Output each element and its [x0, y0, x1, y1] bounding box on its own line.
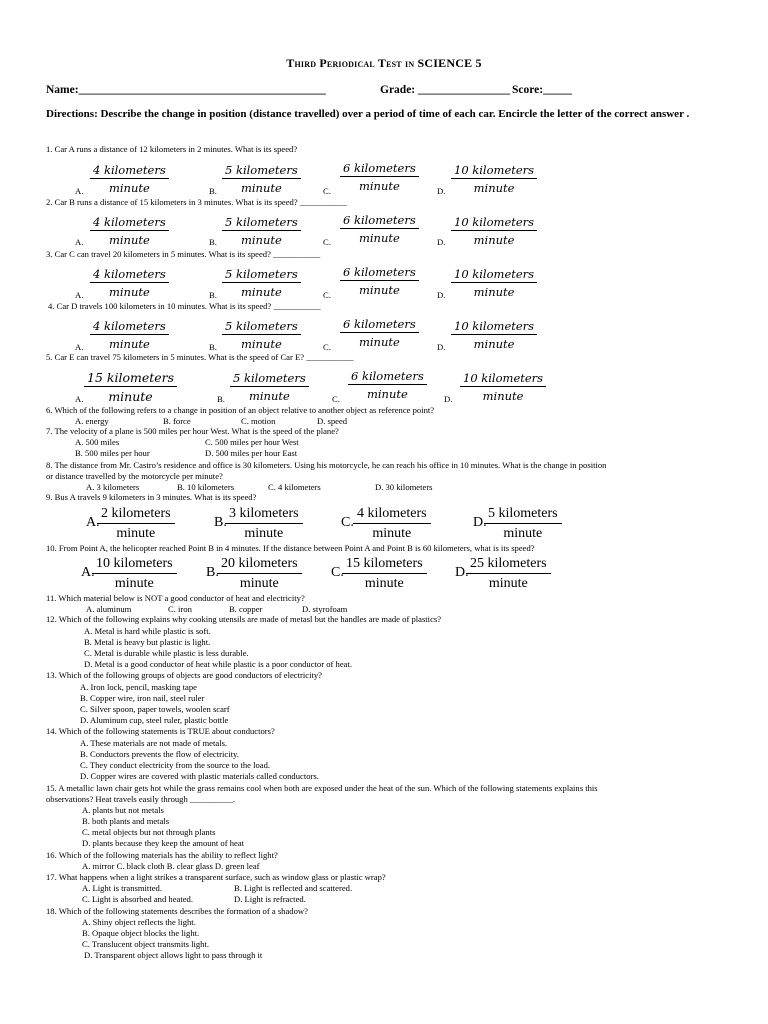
- q4-option-b[interactable]: B.: [209, 342, 217, 352]
- q5-option-c[interactable]: C.: [332, 394, 340, 404]
- question-10: 10. From Point A, the helicopter reached Point B in 4 minutes. If the distance between Point A and Point B is 60 kilometers, what is its speed?: [46, 543, 535, 553]
- q18-option-b[interactable]: B. Opaque object blocks the light.: [82, 928, 200, 938]
- q1-option-c-fraction: 6 kilometers minute: [340, 161, 419, 193]
- q1-option-b-fraction: 5 kilometers minute: [222, 163, 301, 195]
- q10-option-d-fraction: 25 kilometers minute: [466, 556, 551, 592]
- q3-option-b-fraction: 5 kilometers minute: [222, 267, 301, 299]
- q6-option-b[interactable]: B. force: [163, 416, 191, 426]
- q1-option-c[interactable]: C.: [323, 186, 331, 196]
- q2-option-a[interactable]: A.: [75, 237, 84, 247]
- q10-option-b-fraction: 20 kilometers minute: [217, 556, 302, 592]
- question-6: 6. Which of the following refers to a change in position of an object relative to another object as reference point?: [46, 405, 435, 415]
- q1-option-d[interactable]: D.: [437, 186, 446, 196]
- q17-option-c[interactable]: C. Light is absorbed and heated.: [82, 894, 193, 904]
- q7-option-d[interactable]: D. 500 miles per hour East: [205, 448, 298, 458]
- question-11: 11. Which material below is NOT a good conductor of heat and electricity?: [46, 593, 305, 603]
- q10-option-a[interactable]: A.: [81, 565, 95, 580]
- q11-option-d[interactable]: D. styrofoam: [302, 604, 348, 614]
- question-7: 7. The velocity of a plane is 500 miles per hour West. What is the speed of the plane?: [46, 426, 339, 436]
- q13-option-b[interactable]: B. Copper wire, iron nail, steel ruler: [80, 693, 205, 703]
- q3-option-a-fraction: 4 kilometers minute: [90, 267, 169, 299]
- q3-option-c[interactable]: C.: [323, 290, 331, 300]
- q2-option-c-fraction: 6 kilometers minute: [340, 213, 419, 245]
- q4-option-c-fraction: 6 kilometers minute: [340, 317, 419, 349]
- page-title: Third Periodical Test in SCIENCE 5: [286, 56, 482, 70]
- question-15-continued: observations? Heat travels easily through __________.: [46, 794, 236, 804]
- q4-option-b-fraction: 5 kilometers minute: [222, 319, 301, 351]
- q2-option-d[interactable]: D.: [437, 237, 446, 247]
- q7-option-b[interactable]: B. 500 miles per hour: [75, 448, 150, 458]
- question-4: 4. Car D travels 100 kilometers in 10 minutes. What is its speed? ___________: [48, 301, 321, 311]
- q1-option-a-fraction: 4 kilometers minute: [90, 163, 169, 195]
- q9-option-b-fraction: 3 kilometers minute: [225, 506, 303, 542]
- question-15: 15. A metallic lawn chair gets hot while the grass remains cool when both are exposed under the heat of the sun. Which of the following statements explains this: [46, 783, 598, 793]
- question-14: 14. Which of the following statements is TRUE about conductors?: [46, 726, 275, 736]
- question-8: 8. The distance from Mr. Castro’s residence and office is 30 kilometers. Using his motorcycle, he can reach his office in 10 minutes. What is the change in position: [46, 460, 607, 470]
- question-5: 5. Car E can travel 75 kilometers in 5 minutes. What is the speed of Car E? ___________: [46, 352, 354, 362]
- q12-option-b[interactable]: B. Metal is heavy but plastic is light.: [84, 637, 211, 647]
- q5-option-b[interactable]: B.: [217, 394, 225, 404]
- q6-option-c[interactable]: C. motion: [241, 416, 276, 426]
- q14-option-b[interactable]: B. Conductors prevents the flow of electricity.: [80, 749, 239, 759]
- q2-option-d-fraction: 10 kilometers minute: [451, 215, 537, 247]
- q15-option-d[interactable]: D. plants because they keep the amount of heat: [82, 838, 245, 848]
- q15-option-c[interactable]: C. metal objects but not through plants: [82, 827, 216, 837]
- name-field[interactable]: Name:___________________________________________: [46, 84, 326, 96]
- q1-option-a[interactable]: A.: [75, 186, 84, 196]
- q3-option-c-fraction: 6 kilometers minute: [340, 265, 419, 297]
- q10-option-c-fraction: 15 kilometers minute: [342, 556, 427, 592]
- q11-option-a[interactable]: A. aluminum: [86, 604, 132, 614]
- q5-option-a-fraction: 15 kilometers minute: [84, 370, 177, 404]
- q7-option-a[interactable]: A. 500 miles: [75, 437, 120, 447]
- question-16: 16. Which of the following materials has the ability to reflect light?: [46, 850, 278, 860]
- q13-option-d[interactable]: D. Aluminum cup, steel ruler, plastic bottle: [80, 715, 229, 725]
- q8-option-d[interactable]: D. 30 kilometers: [375, 482, 433, 492]
- q4-option-a[interactable]: A.: [75, 342, 84, 352]
- q14-option-c[interactable]: C. They conduct electricity from the source to the load.: [80, 760, 271, 770]
- q17-option-a[interactable]: A. Light is transmitted.: [82, 883, 162, 893]
- q2-option-b[interactable]: B.: [209, 237, 217, 247]
- q9-option-b[interactable]: B.: [214, 515, 227, 530]
- q17-option-d[interactable]: D. Light is refracted.: [234, 894, 306, 904]
- q4-option-d[interactable]: D.: [437, 342, 446, 352]
- question-18: 18. Which of the following statements describes the formation of a shadow?: [46, 906, 308, 916]
- score-field[interactable]: Score:_____: [512, 84, 572, 96]
- q4-option-c[interactable]: C.: [323, 342, 331, 352]
- q8-option-b[interactable]: B. 10 kilometers: [177, 482, 235, 492]
- q14-option-d[interactable]: D. Copper wires are covered with plastic materials called conductors.: [80, 771, 319, 781]
- question-17: 17. What happens when a light strikes a transparent surface, such as window glass or plastic wrap?: [46, 872, 386, 882]
- q8-option-a[interactable]: A. 3 kilometers: [86, 482, 140, 492]
- q10-option-b[interactable]: B.: [206, 565, 219, 580]
- q5-option-b-fraction: 5 kilometers minute: [230, 371, 309, 403]
- q13-option-c[interactable]: C. Silver spoon, paper towels, woolen scarf: [80, 704, 230, 714]
- q5-option-d[interactable]: D.: [444, 394, 453, 404]
- q13-option-a[interactable]: A. Iron lock, pencil, masking tape: [80, 682, 197, 692]
- q18-option-c[interactable]: C. Translucent object transmits light.: [82, 939, 209, 949]
- q9-option-d[interactable]: D.: [473, 515, 487, 530]
- q3-option-d[interactable]: D.: [437, 290, 446, 300]
- q12-option-c[interactable]: C. Metal is durable while plastic is less durable.: [84, 648, 249, 658]
- q10-option-a-fraction: 10 kilometers minute: [92, 556, 177, 592]
- q14-option-a[interactable]: A. These materials are not made of metals.: [80, 738, 228, 748]
- q11-option-b[interactable]: B. copper: [229, 604, 263, 614]
- q17-option-b[interactable]: B. Light is reflected and scattered.: [234, 883, 353, 893]
- q2-option-b-fraction: 5 kilometers minute: [222, 215, 301, 247]
- question-9: 9. Bus A travels 9 kilometers in 3 minutes. What is its speed?: [46, 492, 257, 502]
- q5-option-d-fraction: 10 kilometers minute: [460, 371, 546, 403]
- question-1: 1. Car A runs a distance of 12 kilometers in 2 minutes. What is its speed?: [46, 144, 298, 154]
- question-2: 2. Car B runs a distance of 15 kilometers in 3 minutes. What is its speed? ___________: [46, 197, 348, 207]
- q16-options[interactable]: A. mirror C. black cloth B. clear glass D. green leaf: [82, 861, 260, 871]
- q9-option-a[interactable]: A.: [86, 515, 100, 530]
- q11-option-c[interactable]: C. iron: [168, 604, 192, 614]
- q15-option-a[interactable]: A. plants but not metals: [82, 805, 164, 815]
- q9-option-c[interactable]: C.: [341, 515, 354, 530]
- q12-option-d[interactable]: D. Metal is a good conductor of heat while plastic is a poor conductor of heat.: [84, 659, 353, 669]
- q5-option-c-fraction: 6 kilometers minute: [348, 369, 427, 401]
- q2-option-c[interactable]: C.: [323, 237, 331, 247]
- q6-option-d[interactable]: D. speed: [317, 416, 348, 426]
- q9-option-d-fraction: 5 kilometers minute: [484, 506, 562, 542]
- q9-option-c-fraction: 4 kilometers minute: [353, 506, 431, 542]
- question-12: 12. Which of the following explains why cooking utensils are made of metasl but the handles are made of plastics?: [46, 614, 442, 624]
- q18-option-d[interactable]: D. Transparent object allows light to pass through it: [84, 950, 263, 960]
- q4-option-a-fraction: 4 kilometers minute: [90, 319, 169, 351]
- q5-option-a[interactable]: A.: [75, 394, 84, 404]
- q10-option-c[interactable]: C.: [331, 565, 344, 580]
- q3-option-d-fraction: 10 kilometers minute: [451, 267, 537, 299]
- question-8-continued: or distance travelled by the motorcycle per minute?: [46, 471, 223, 481]
- q18-option-a[interactable]: A. Shiny object reflects the light.: [82, 917, 196, 927]
- q7-option-c[interactable]: C. 500 miles per hour West: [205, 437, 299, 447]
- q6-option-a[interactable]: A. energy: [75, 416, 109, 426]
- q10-option-d[interactable]: D.: [455, 565, 469, 580]
- q12-option-a[interactable]: A. Metal is hard while plastic is soft.: [84, 626, 211, 636]
- q1-option-b[interactable]: B.: [209, 186, 217, 196]
- q3-option-b[interactable]: B.: [209, 290, 217, 300]
- q9-option-a-fraction: 2 kilometers minute: [97, 506, 175, 542]
- grade-field[interactable]: Grade: ________________: [380, 84, 511, 96]
- directions: Directions: Describe the change in position (distance travelled) over a period of time of each car. Encircle the letter of the correct answer .: [46, 108, 690, 120]
- q15-option-b[interactable]: B. both plants and metals: [82, 816, 170, 826]
- question-13: 13. Which of the following groups of objects are good conductors of electricity?: [46, 670, 322, 680]
- q2-option-a-fraction: 4 kilometers minute: [90, 215, 169, 247]
- q4-option-d-fraction: 10 kilometers minute: [451, 319, 537, 351]
- question-3: 3. Car C can travel 20 kilometers in 5 minutes. What is its speed? ___________: [46, 249, 321, 259]
- q1-option-d-fraction: 10 kilometers minute: [451, 163, 537, 195]
- q8-option-c[interactable]: C. 4 kilometers: [268, 482, 321, 492]
- q3-option-a[interactable]: A.: [75, 290, 84, 300]
